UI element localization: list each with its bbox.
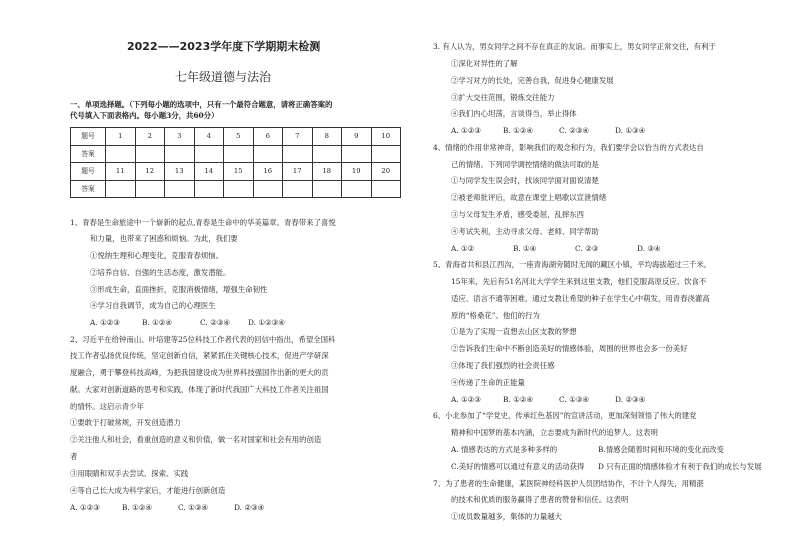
q1-item: ②培养自信、自强的生活态度，激发潜能。 bbox=[90, 268, 231, 277]
q2-item: ②关注他人和社会，看重创造的意义和价值，做一名对国家和社会有用的创造 bbox=[70, 435, 322, 444]
q5-item: ④传递了生命的正能量 bbox=[451, 378, 525, 387]
q5-stem-line: 原的“格桑花”。他们的行为 bbox=[451, 311, 540, 320]
q2-stem-line: 2、习近平在给钟南山、叶培建等25位科技工作者代表的回信中指出，希望全国科 bbox=[70, 335, 336, 344]
q3-item: ②学习对方的长处，完善自我，促进身心健康发展 bbox=[451, 76, 614, 85]
answer-cell[interactable] bbox=[312, 180, 342, 198]
option-c[interactable]: C.美好的情感可以通过有意义的活动获得 bbox=[451, 462, 585, 471]
q4-item: ①与同学发生误会时，找该同学面对面说清楚 bbox=[451, 176, 599, 185]
option-d[interactable]: D. ③④ bbox=[637, 244, 661, 253]
table-header-cell: 答案 bbox=[71, 145, 106, 163]
answer-cell[interactable] bbox=[194, 145, 224, 163]
q2-stem-line: 技工作者弘扬优良传统，坚定创新自信，紧紧抓住关键核心技术，促进产学研深 bbox=[70, 351, 329, 360]
answer-cell[interactable] bbox=[283, 145, 313, 163]
option-b[interactable]: B.情感会随着时间和环境的变化而改变 bbox=[598, 445, 725, 454]
q3-item: ①深化对异性的了解 bbox=[451, 59, 518, 68]
option-b[interactable]: B. ①②④ bbox=[503, 126, 534, 135]
question-number-cell: 1 bbox=[106, 128, 136, 146]
answer-cell[interactable] bbox=[312, 145, 342, 163]
answer-table bbox=[70, 127, 401, 198]
answer-cell[interactable] bbox=[106, 145, 136, 163]
answer-cell[interactable] bbox=[165, 145, 195, 163]
q2-options bbox=[70, 503, 264, 513]
table-header-cell: 答案 bbox=[71, 180, 106, 198]
q4-stem-line: 己的情绪。下列同学调控情绪的做法可取的是 bbox=[451, 160, 599, 169]
question-number-cell: 3 bbox=[165, 128, 195, 146]
option-a[interactable]: A. ①②③ bbox=[451, 395, 481, 404]
question-number-cell: 5 bbox=[224, 128, 254, 146]
q5-item: ②告诉我们生命中不断创造美好的情感体验，周围的世界也会多一份美好 bbox=[451, 344, 688, 353]
q2-item: ③用眼睛和双手去尝试、探索、实践 bbox=[70, 469, 189, 478]
exam-title: 2022——2023学年度下学期期末检测 bbox=[127, 40, 321, 53]
question-number-cell: 10 bbox=[371, 128, 401, 146]
question-number-cell: 7 bbox=[283, 128, 313, 146]
option-c[interactable]: C. ①③④ bbox=[559, 395, 589, 404]
q4-item: ②被老师批评后，故意在课堂上唱歌以宣泄情绪 bbox=[451, 193, 607, 202]
answer-cell[interactable] bbox=[224, 180, 254, 198]
subject-title: 七年级道德与法治 bbox=[175, 70, 272, 84]
answer-cell[interactable] bbox=[371, 145, 401, 163]
answer-cell[interactable] bbox=[165, 180, 195, 198]
q6-stem-line: 精神和中国梦的基本内涵，立志要成为新时代的追梦人。这表明 bbox=[451, 428, 658, 437]
answer-cell[interactable] bbox=[135, 145, 165, 163]
option-c[interactable]: C. ①③④ bbox=[178, 503, 208, 512]
option-b[interactable]: B. ①②④ bbox=[142, 318, 173, 327]
option-a[interactable]: A. ①②③ bbox=[70, 503, 100, 512]
q1-stem-line: 和力量，也带来了困惑和烦恼。为此，我们要 bbox=[90, 234, 238, 243]
option-d[interactable]: D. ②③④ bbox=[615, 395, 646, 404]
q3-item: ③扩大交往范围，锻炼交往能力 bbox=[451, 93, 555, 102]
question-number-cell: 17 bbox=[283, 163, 313, 181]
table-row bbox=[71, 145, 401, 163]
question-number-cell: 12 bbox=[135, 163, 165, 181]
table-row bbox=[71, 128, 401, 146]
q5-stem-line: 5、青海省共和县江西沟，一座青海湖旁随时无闻的藏区小镇，平均海拔超过三千米。 bbox=[433, 260, 712, 269]
q6-options-row1 bbox=[451, 445, 724, 455]
q3-stem-line: 3. 有人认为，男女同学之间不存在真正的友谊。而事实上，男女同学正常交往，有利于 bbox=[433, 42, 716, 51]
option-b[interactable]: B. ①②④ bbox=[503, 395, 534, 404]
q2-stem-line: 的情怀。这启示青少年 bbox=[70, 402, 144, 411]
q2-item: ①要敢于打破常规，开发创造潜力 bbox=[70, 418, 181, 427]
option-d[interactable]: D 只有正面的情感体验才有利于我们的成长与发展 bbox=[598, 462, 762, 471]
answer-cell[interactable] bbox=[253, 180, 283, 198]
question-number-cell: 13 bbox=[165, 163, 195, 181]
q6-stem-line: 6、小北参加了“学党史，传承红色基因”的宣讲活动，更加深刻领悟了伟大的建党 bbox=[433, 411, 697, 420]
q4-options bbox=[451, 244, 661, 254]
option-a[interactable]: A. 情感表达的方式是多种多样的 bbox=[451, 445, 558, 454]
q3-item: ④我们内心坦荡，言谈得当，举止得体 bbox=[451, 109, 577, 118]
table-row bbox=[71, 180, 401, 198]
question-number-cell: 4 bbox=[194, 128, 224, 146]
q3-options bbox=[451, 126, 645, 136]
q5-item: ①是为了实现一直想去山区支教的梦想 bbox=[451, 327, 577, 336]
question-number-cell: 2 bbox=[135, 128, 165, 146]
question-number-cell: 11 bbox=[106, 163, 136, 181]
q2-item: ④等自己长大成为科学家后，才能进行创新创造 bbox=[70, 486, 226, 495]
option-d[interactable]: D. ②③④ bbox=[234, 503, 265, 512]
q1-options bbox=[90, 318, 285, 328]
q6-options-row2 bbox=[451, 462, 761, 472]
option-c[interactable]: C. ②③④ bbox=[559, 126, 589, 135]
table-header-cell: 题号 bbox=[71, 163, 106, 181]
section-instruction-2: 代号填入下面表格内。每小题3分，共60分） bbox=[70, 111, 219, 120]
answer-cell[interactable] bbox=[194, 180, 224, 198]
q4-item: ③与父母发生矛盾，感受委屈，乱摔东西 bbox=[451, 210, 585, 219]
q1-item: ③形成生命，直面挫折，克服消极情绪，增强生命韧性 bbox=[90, 285, 268, 294]
q5-stem-line: 15年来，先后有51名河北大学学生来到这里支教，他们克服高原反应、饮食不 bbox=[451, 277, 707, 286]
q2-stem-line: 献。大家对创新道路的思考和实践，体现了新时代我国广大科技工作者关注祖国 bbox=[70, 385, 329, 394]
answer-cell[interactable] bbox=[371, 180, 401, 198]
section-instruction-1: 一、单项选择题。（下列每小题的选项中，只有一个最符合题意，请将正确答案的 bbox=[70, 100, 333, 109]
question-number-cell: 8 bbox=[312, 128, 342, 146]
answer-cell[interactable] bbox=[342, 145, 372, 163]
question-number-cell: 15 bbox=[224, 163, 254, 181]
question-number-cell: 19 bbox=[342, 163, 372, 181]
option-a[interactable]: A. ①②③ bbox=[451, 126, 481, 135]
question-number-cell: 16 bbox=[253, 163, 283, 181]
answer-cell[interactable] bbox=[283, 180, 313, 198]
answer-cell[interactable] bbox=[106, 180, 136, 198]
option-c[interactable]: C. ②③④ bbox=[200, 318, 230, 327]
option-a[interactable]: A. ①② bbox=[451, 244, 475, 253]
answer-cell[interactable] bbox=[253, 145, 283, 163]
option-a[interactable]: A. ①②③ bbox=[90, 318, 120, 327]
option-b[interactable]: B. ①④ bbox=[513, 244, 537, 253]
q4-item: ④考试失利，主动寻求父母、老师、同学帮助 bbox=[451, 227, 599, 236]
table-header-cell: 题号 bbox=[71, 128, 106, 146]
answer-cell[interactable] bbox=[342, 180, 372, 198]
option-d[interactable]: D. ①③④ bbox=[615, 126, 646, 135]
q7-stem-line: 7、为了患者的生命健康，某医院神经科医护人员团结协作，不计个人得失，用精湛 bbox=[433, 479, 704, 488]
table-row bbox=[71, 163, 401, 181]
q5-item: ③体现了我们强烈的社会责任感 bbox=[451, 361, 555, 370]
q1-item: ④学习自我调节，成为自己的心理医生 bbox=[90, 301, 216, 310]
option-b[interactable]: B. ①②④ bbox=[122, 503, 153, 512]
question-number-cell: 20 bbox=[371, 163, 401, 181]
q2-item-cont: 者 bbox=[70, 452, 78, 461]
q4-stem-line: 4、情绪的作用非常神奇，影响我们的观念和行为，我们要学会以恰当的方式表达自 bbox=[433, 143, 704, 152]
question-number-cell: 14 bbox=[194, 163, 224, 181]
q1-item: ①悦纳生理和心理变化，克服青春烦恼。 bbox=[90, 251, 224, 260]
question-number-cell: 18 bbox=[312, 163, 342, 181]
q5-stem-line: 适应、语言不通等困难，通过支教让希望的种子在学生心中萌发，用青春浇灌高 bbox=[451, 294, 710, 303]
q5-options bbox=[451, 395, 645, 405]
q1-stem-line: 1、青春是生命旅途中一个崭新的起点,青春是生命中的华美篇章。青春带来了喜悦 bbox=[70, 218, 336, 227]
q2-stem-line: 度融合，勇于攀登科技高峰，为把我国建设成为世界科技强国作出新的更大的贡 bbox=[70, 368, 329, 377]
option-c[interactable]: C. ②③ bbox=[575, 244, 599, 253]
answer-cell[interactable] bbox=[135, 180, 165, 198]
question-number-cell: 9 bbox=[342, 128, 372, 146]
q7-item: ①成员数量越多，集体的力量越大 bbox=[451, 512, 562, 521]
option-d[interactable]: D. ①②③④ bbox=[248, 318, 285, 327]
q7-stem-line: 的技术和优质的服务赢得了患者的赞誉和信任。这表明 bbox=[451, 495, 629, 504]
answer-cell[interactable] bbox=[224, 145, 254, 163]
question-number-cell: 6 bbox=[253, 128, 283, 146]
